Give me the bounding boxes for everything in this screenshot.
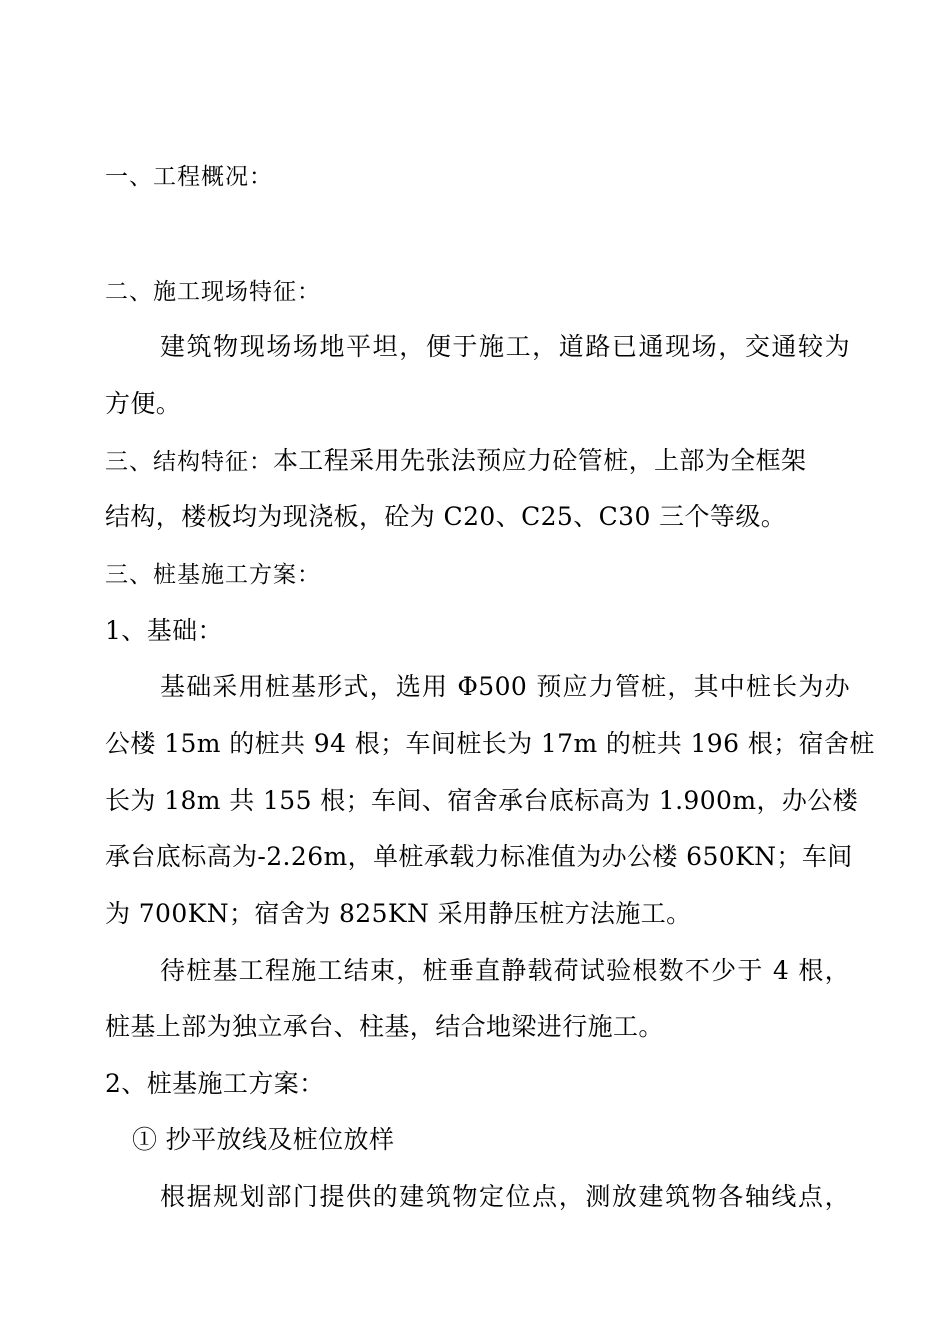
paragraph-line: 根据规划部门提供的建筑物定位点，测放建筑物各轴线点， bbox=[160, 1182, 850, 1211]
subsection-heading-pile-construction: 2、桩基施工方案： bbox=[105, 1069, 325, 1098]
structure-line bbox=[105, 446, 850, 477]
paragraph-line: 基础采用桩基形式，选用 Φ500 预应力管桩，其中桩长为办 bbox=[160, 672, 850, 701]
paragraph-line: 为 700KN；宿舍为 825KN 采用静压桩方法施工。 bbox=[105, 899, 692, 928]
section-heading-site: 二、施工现场特征： bbox=[105, 279, 321, 305]
structure-text: 本工程采用先张法预应力砼管桩，上部为全框架 bbox=[273, 446, 807, 475]
paragraph-line: 公楼 15m 的桩共 94 根；车间桩长为 17m 的桩共 196 根；宿舍桩 bbox=[105, 729, 875, 758]
section-heading-structure: 三、结构特征： bbox=[105, 449, 273, 475]
subsection-heading-foundation: 1、基础： bbox=[105, 616, 223, 645]
paragraph-line: 待桩基工程施工结束，桩垂直静载荷试验根数不少于 4 根， bbox=[160, 956, 850, 985]
paragraph-line: 桩基上部为独立承台、柱基，结合地梁进行施工。 bbox=[105, 1012, 664, 1041]
step-heading: ① 抄平放线及桩位放样 bbox=[132, 1125, 395, 1154]
section-heading-pile-plan: 三、桩基施工方案： bbox=[105, 562, 321, 588]
section-heading-overview: 一、工程概况： bbox=[105, 164, 273, 190]
paragraph-line: 结构，楼板均为现浇板，砼为 C20、C25、C30 三个等级。 bbox=[105, 502, 787, 531]
paragraph-line: 承台底标高为-2.26m，单桩承载力标准值为办公楼 650KN；车间 bbox=[105, 842, 853, 871]
paragraph-line: 建筑物现场场地平坦，便于施工，道路已通现场，交通较为 bbox=[160, 332, 850, 361]
paragraph-line: 方便。 bbox=[105, 389, 182, 418]
paragraph-line: 长为 18m 共 155 根；车间、宿舍承台底标高为 1.900m，办公楼 bbox=[105, 786, 859, 815]
